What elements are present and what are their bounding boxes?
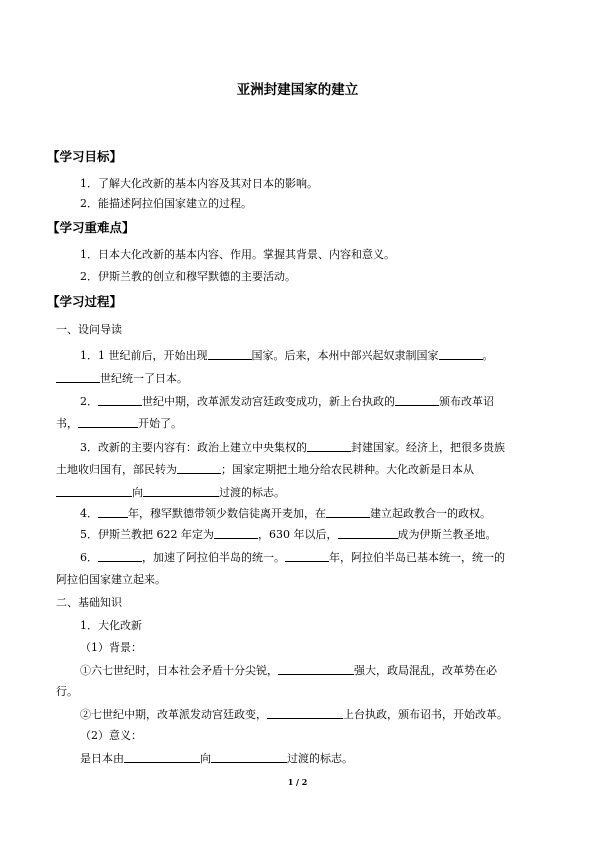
blank[interactable] — [214, 527, 258, 539]
part2-heading: 二、基础知识 — [56, 596, 122, 609]
blank[interactable] — [56, 485, 132, 497]
part1-heading: 一、设问导读 — [56, 323, 122, 336]
significance-1: 是日本由 向 过渡的标志。 — [80, 752, 353, 765]
blank[interactable] — [439, 348, 483, 360]
question-3-cont2: 向 过渡的标志。 — [56, 485, 285, 500]
blank[interactable] — [338, 527, 398, 539]
blank[interactable] — [267, 707, 343, 719]
question-5: 5．伊斯兰教把 622 年定为 ，630 年以后， 成为伊斯兰教圣地。 — [80, 528, 497, 541]
section-process: 【学习过程】 — [47, 294, 123, 309]
question-6: 6． ，加速了阿拉伯半岛的统一。 年，阿拉伯半岛已基本统一，统一的 — [80, 551, 505, 564]
page-number: 1 / 2 — [287, 777, 308, 787]
blank[interactable] — [395, 394, 439, 406]
blank[interactable] — [278, 663, 354, 675]
question-1: 1．1 世纪前后，开始出现 国家。后来，本州中部兴起奴隶制国家 。 — [80, 349, 494, 362]
blank[interactable] — [98, 550, 142, 562]
key-point-1: 1．日本大化改新的基本内容、作用。掌握其背景、内容和意义。 — [80, 248, 395, 261]
question-3: 3．改新的主要内容有：政治上建立中央集权的 封建国家。经济上，把很多贵族 — [80, 441, 505, 454]
blank[interactable] — [326, 506, 370, 518]
blank[interactable] — [124, 751, 200, 763]
blank[interactable] — [285, 550, 329, 562]
objective-1: 1．了解大化改新的基本内容及其对日本的影响。 — [80, 177, 318, 190]
blank[interactable] — [98, 394, 142, 406]
question-2-cont: 书， 开始了。 — [56, 417, 182, 430]
question-1-cont: 世纪统一了日本。 — [56, 371, 188, 386]
subheading-taika-reform: 1．大化改新 — [80, 619, 142, 632]
question-3-cont: 土地收归国有，部民转为 ；国家定期把土地分给农民耕种。大化改新是日本从 — [56, 463, 474, 476]
question-4: 4． 年，穆罕默德带领少数信徒离开麦加，在 建立起政教合一的政权。 — [80, 507, 491, 520]
background-1-cont: 行。 — [56, 685, 78, 698]
blank[interactable] — [78, 416, 138, 428]
blank[interactable] — [177, 462, 221, 474]
background-1: ①六七世纪时，日本社会矛盾十分尖锐， 强大，政局混乱，改革势在必 — [80, 664, 497, 677]
blank[interactable] — [56, 371, 100, 383]
background-2: ②七世纪中期，改革派发动宫廷政变， 上台执政，颁布诏书，开始改革。 — [80, 708, 508, 721]
question-2: 2． 世纪中期，改革派发动宫廷政变成功，新上台执政的 颁布改革诏 — [80, 395, 494, 408]
key-point-2: 2．伊斯兰教的创立和穆罕默德的主要活动。 — [80, 270, 296, 283]
section-key-points: 【学习重难点】 — [47, 220, 135, 235]
question-6-cont: 阿拉伯国家建立起来。 — [56, 573, 166, 586]
blank[interactable] — [208, 348, 252, 360]
blank[interactable] — [98, 506, 128, 518]
significance-label: （2）意义： — [80, 729, 142, 742]
blank[interactable] — [211, 751, 287, 763]
section-objectives: 【学习目标】 — [47, 149, 123, 164]
page-title: 亚洲封建国家的建立 — [236, 82, 359, 98]
objective-2: 2．能描述阿拉伯国家建立的过程。 — [80, 197, 252, 210]
blank[interactable] — [143, 485, 219, 497]
blank[interactable] — [307, 440, 351, 452]
background-label: （1）背景： — [80, 641, 142, 654]
